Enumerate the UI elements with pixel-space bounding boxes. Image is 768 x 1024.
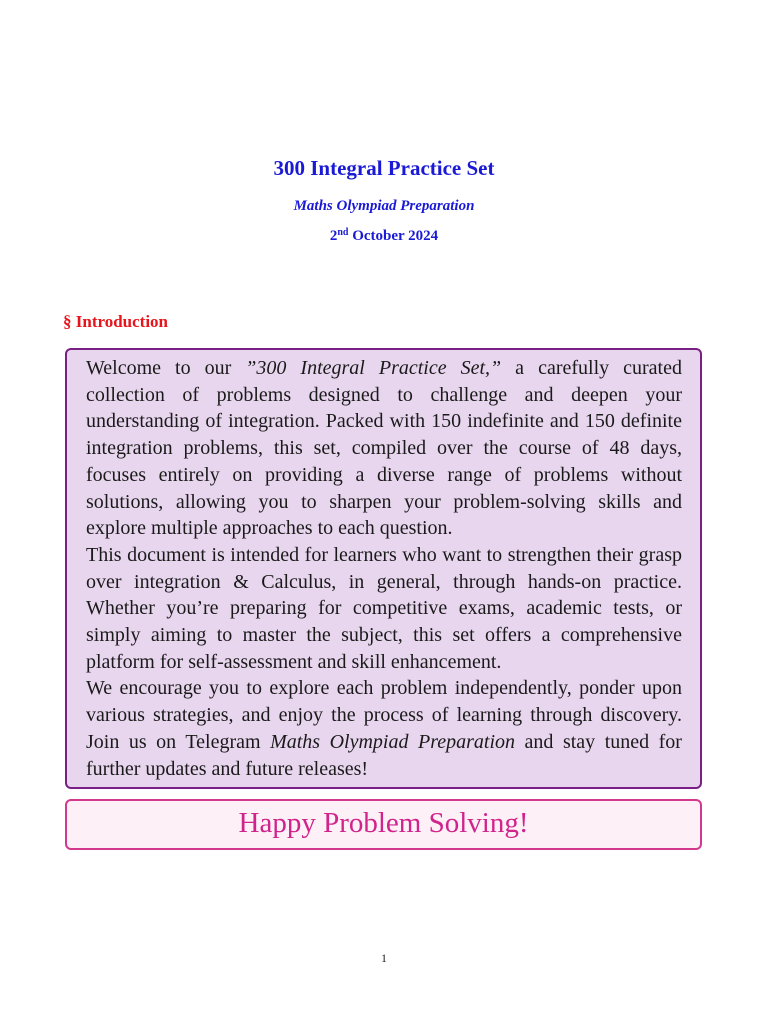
document-subtitle: Maths Olympiad Preparation [293,198,475,214]
closing-banner: Happy Problem Solving! [65,799,702,850]
introduction-box [65,348,702,789]
intro-paragraph-2: This document is intended for learners who want to strengthen their grasp over integration & Calculus, in general, through hands-on practice. Whether you’re preparing for competitive exams, academic tests, or simply aiming to master the subject, this set offers a comprehensive platform for self-assessment and skill enhancement. [86,543,682,673]
document-title: 300 Integral Practice Set [273,156,495,180]
intro-p1-text-cont: a carefully curated collection of problems designed to challenge and deepen your understanding of integration. Packed with 150 indefinite and 150 definite integration problems, this set, compiled over the course of 48 days, focuses entirely on providing a diverse range of problems without solutions, allowing you to sharpen your problem-solving skills and explore multiple approaches to each question. [86,357,682,540]
telegram-channel-name: Maths Olympiad Preparation [270,730,516,753]
date-suffix: nd [337,227,349,238]
intro-p1-text: Welcome to our [86,357,246,379]
section-heading-introduction: § Introduction [63,312,169,331]
intro-paragraph-1 [86,355,682,542]
intro-p3-text-cont: and stay tuned for further updates and future releases! [86,730,682,780]
intro-p3-text: We encourage you to explore each problem independently, ponder upon various strategies, and enjoy the process of learning through discovery. Join us on Telegram [86,677,682,753]
date-day: 2 [329,228,338,244]
intro-paragraph-3 [86,675,682,782]
date-rest: October 2024 [348,228,439,244]
document-date [0,228,768,245]
page-number: 1 [381,951,387,965]
intro-p1-italic: ”300 Integral Practice Set,” [245,357,502,379]
